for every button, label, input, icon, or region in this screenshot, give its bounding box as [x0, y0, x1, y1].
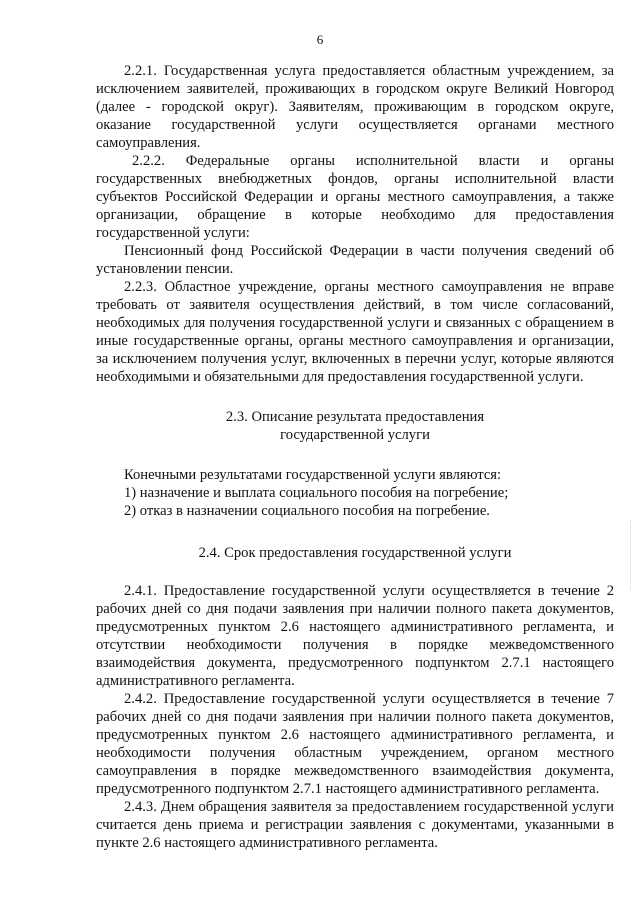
- paragraph-2-2-3: 2.2.3. Областное учреждение, органы местного самоуправления не вправе требовать от заявителя осуществления действий, в том числе согласований, необходимых для получения государственной услуги и связанных с обращением в иные государственные органы, органы местного самоуправления и организации, за исключением получения услуг, включенных в перечни услуг, которые являются необходимыми и обязательными для предоставления государственной услуги.: [96, 279, 614, 385]
- paragraph-2-2-1: 2.2.1. Государственная услуга предоставляется областным учреждением, за исключением заявителей, проживающих в городском округе Великий Новгород (далее - городской округ). Заявителям, проживающим в городском округе, оказание государственной услуги осуществляется органами местного самоуправления.: [96, 63, 614, 151]
- section-2-4-title: 2.4. Срок предоставления государственной услуги: [198, 545, 512, 561]
- paragraph-2-2-2: 2.2.2. Федеральные органы исполнительной власти и органы государственных внебюджетных фондов, органы исполнительной власти субъектов Российской Федерации и органы местного самоуправления, а также организации, обращение в которые необходимо для предоставления государственной услуги:: [96, 153, 614, 241]
- paragraph-2-4-2: 2.4.2. Предоставление государственной услуги осуществляется в течение 7 рабочих дней со дня подачи заявления при наличии полного пакета документов, предусмотренных пунктом 2.6 настоящего административного регламента, и необходимости получения областным учреждением, органом местного самоуправления в порядке межведомственного взаимодействия документа, предусмотренного подпунктом 2.7.1 настоящего административного регламента.: [96, 691, 614, 797]
- scan-margin-mark: [630, 520, 634, 590]
- page-number: 6: [316, 32, 324, 47]
- paragraph-2-4-1: 2.4.1. Предоставление государственной услуги осуществляется в течение 2 рабочих дней со дня подачи заявления при наличии полного пакета документов, предусмотренных пунктом 2.6 настоящего административного регламента, и отсутствии необходимости получения в порядке межведомственного взаимодействия документа, предусмотренного подпунктом 2.7.1 настоящего административного регламента.: [96, 583, 614, 689]
- document-body: [96, 62, 614, 852]
- result-item-2: 2) отказ в назначении социального пособия на погребение.: [124, 503, 490, 519]
- section-2-3-title-line1: 2.3. Описание результата предоставления: [225, 409, 485, 425]
- result-item-1: 1) назначение и выплата социального пособия на погребение;: [124, 485, 509, 501]
- results-intro: Конечными результатами государственной услуги являются:: [124, 467, 502, 483]
- section-2-3-title-line2: государственной услуги: [280, 427, 430, 443]
- paragraph-2-4-3: 2.4.3. Днем обращения заявителя за предоставлением государственной услуги считается день приема и регистрации заявления с документами, указанными в пункте 2.6 настоящего административного регламента.: [96, 799, 614, 851]
- paragraph-pension-fund: Пенсионный фонд Российской Федерации в части получения сведений об установлении пенсии.: [96, 243, 614, 277]
